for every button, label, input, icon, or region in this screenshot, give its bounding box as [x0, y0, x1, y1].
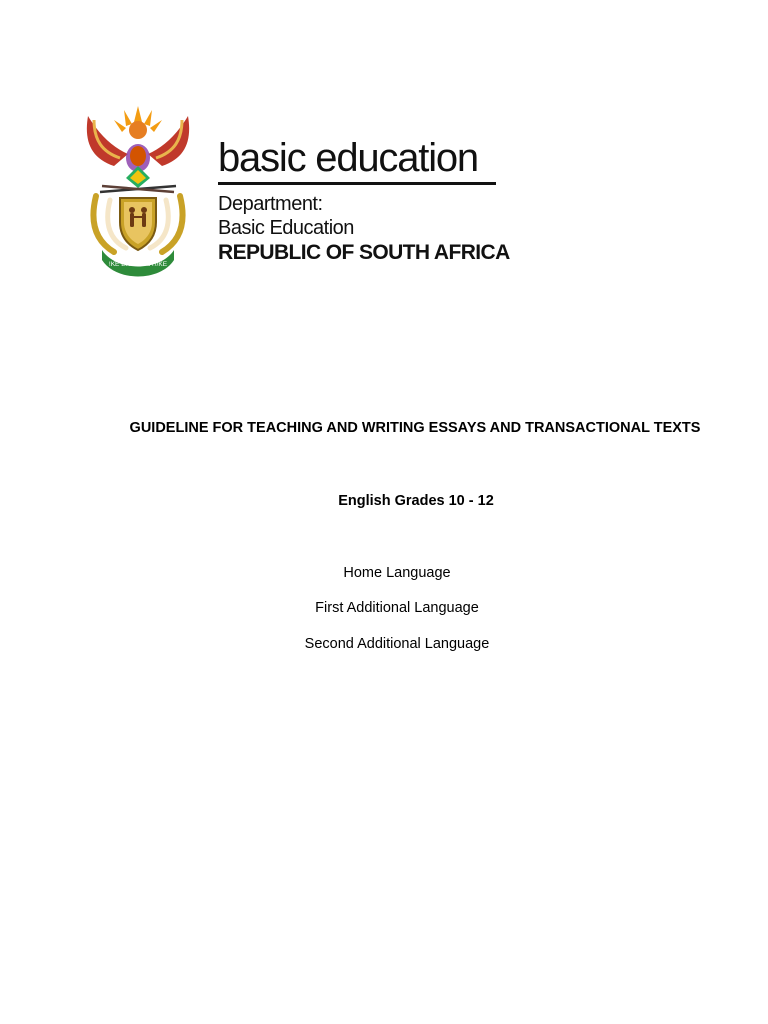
country-name: REPUBLIC OF SOUTH AFRICA [218, 241, 510, 264]
document-subtitle: English Grades 10 - 12 [338, 493, 494, 509]
language-item-home: Home Language [343, 565, 451, 581]
language-item-second-additional: Second Additional Language [304, 636, 490, 652]
brand-divider [218, 182, 496, 185]
brand-title: basic education [218, 136, 478, 180]
coat-of-arms-icon [80, 100, 196, 280]
document-title: GUIDELINE FOR TEACHING AND WRITING ESSAYS AND TRANSACTIONAL TEXTS [129, 420, 701, 436]
department-label: Department: [218, 193, 323, 215]
department-name: Basic Education [218, 217, 354, 239]
language-item-first-additional: First Additional Language [315, 600, 479, 616]
crest-motto: !KE E: /XARRA //KE [108, 261, 168, 268]
